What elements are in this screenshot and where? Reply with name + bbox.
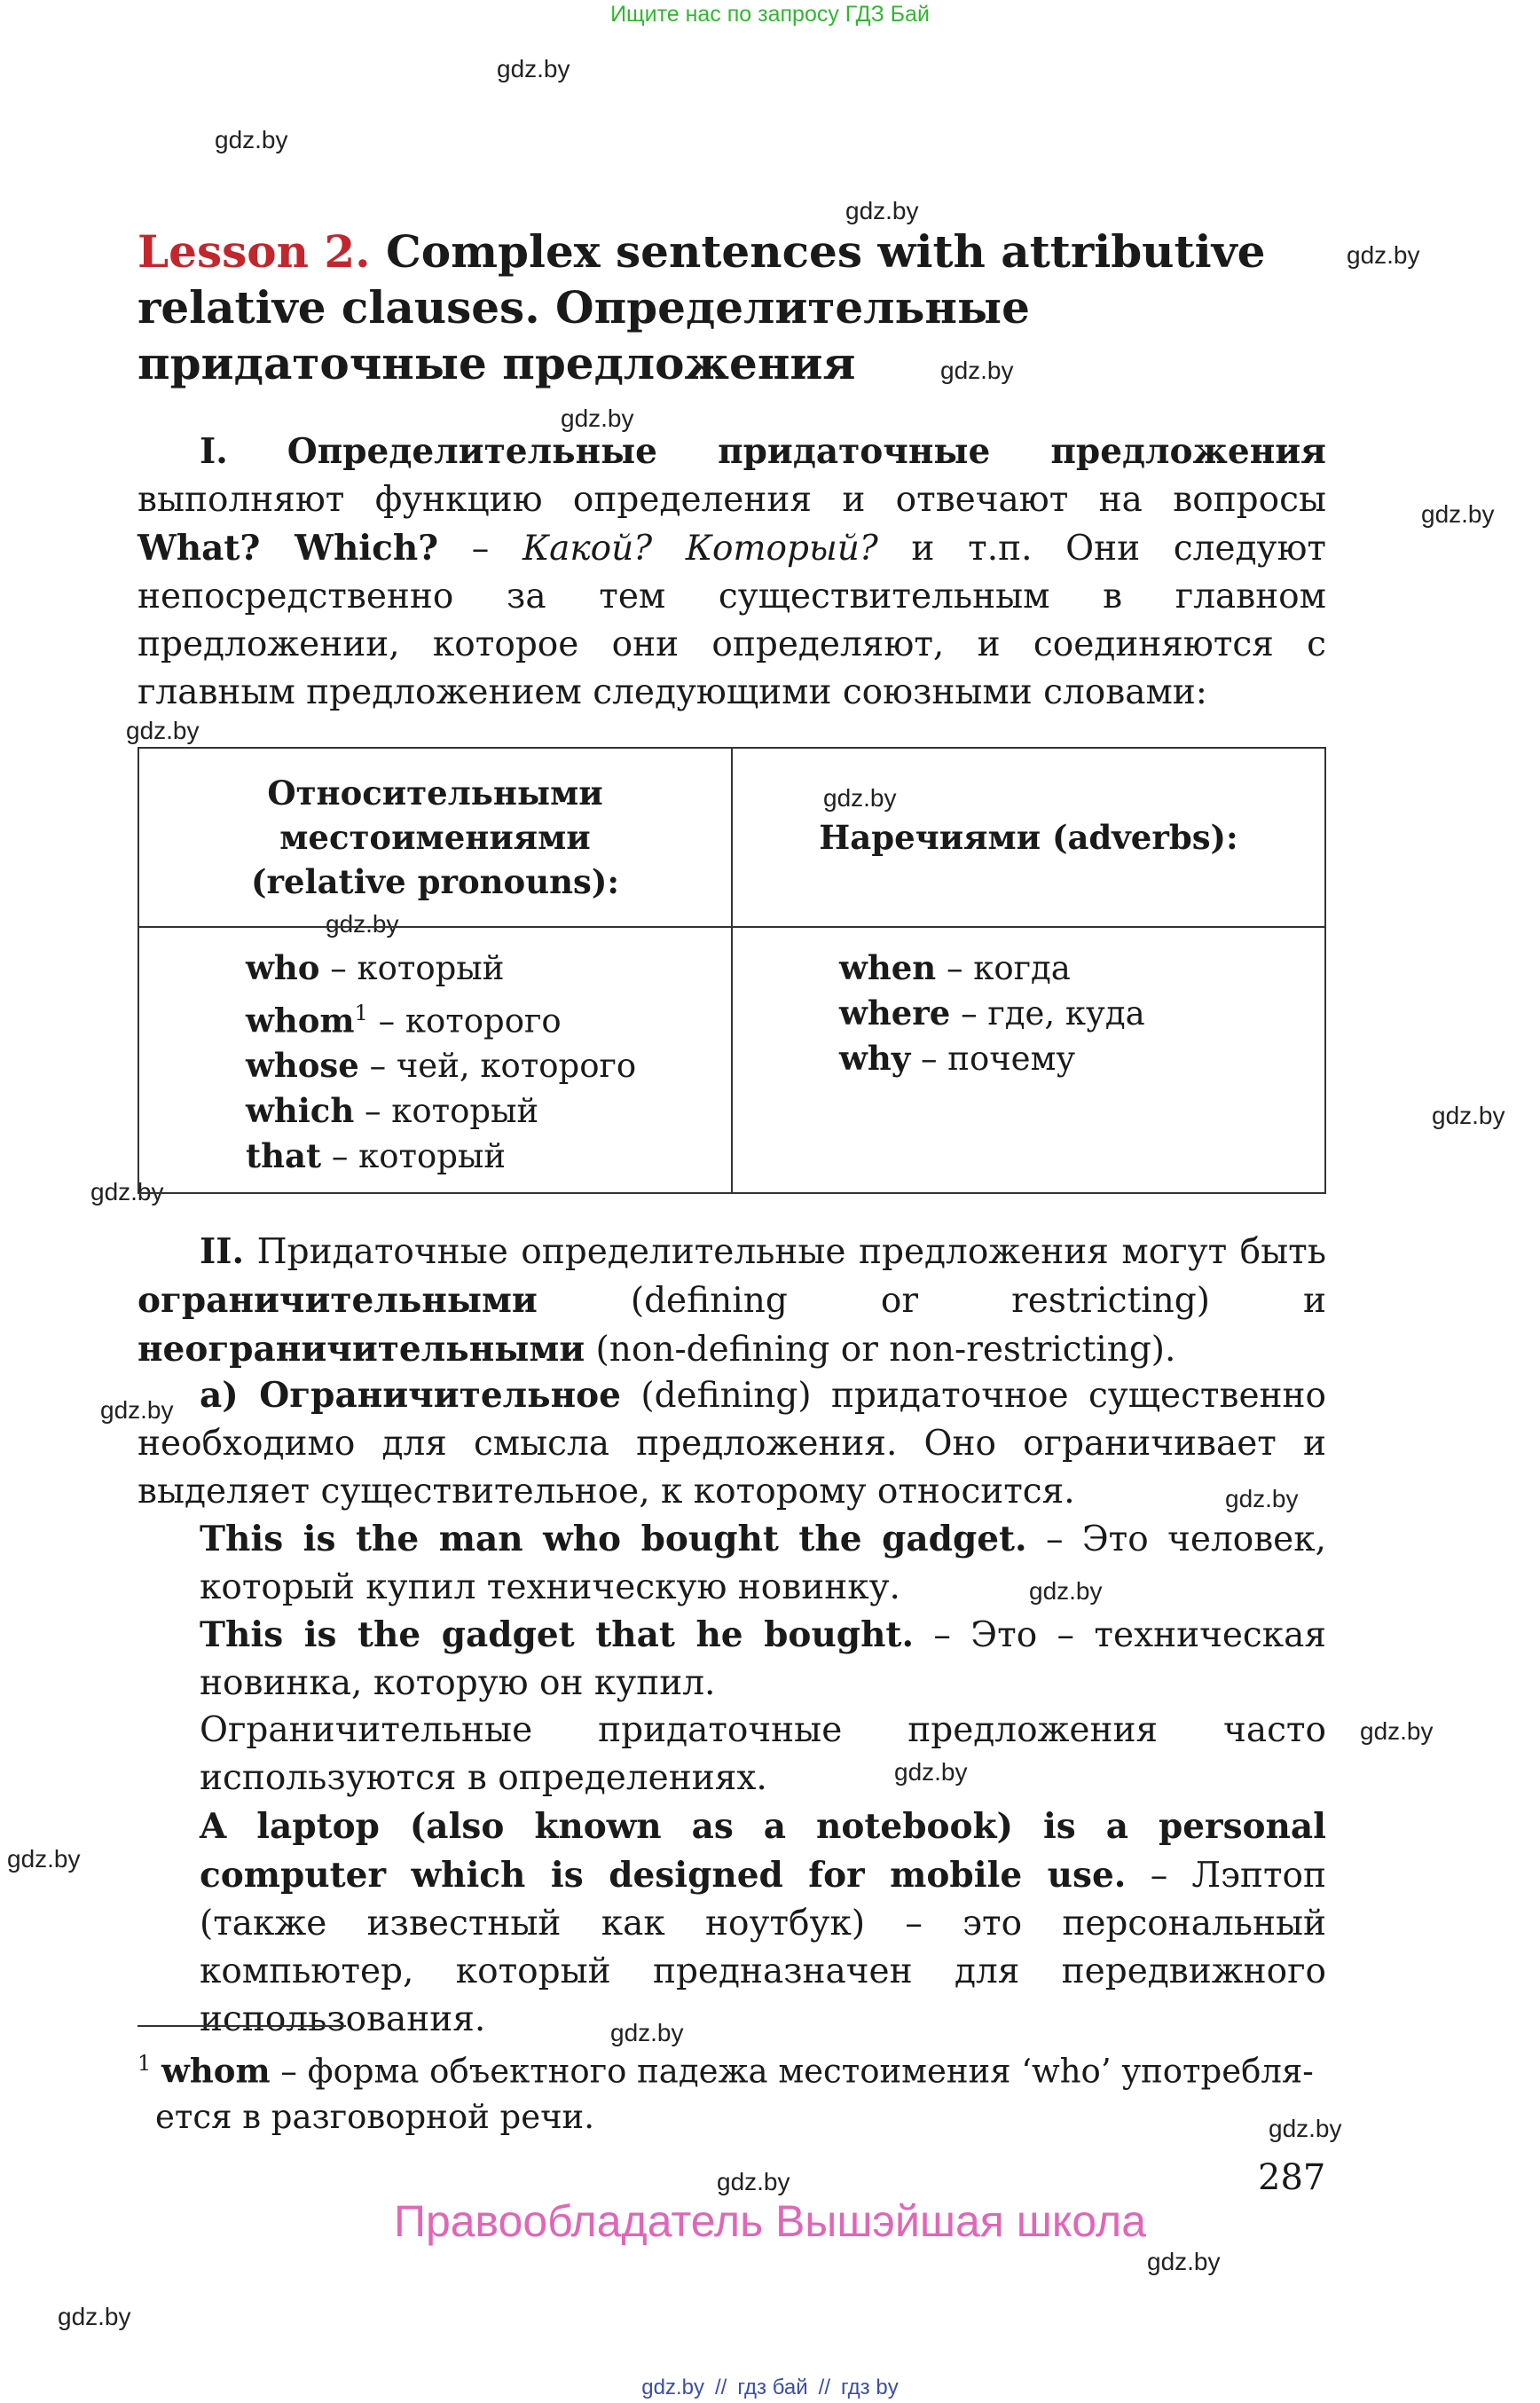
title-line-3: придаточные предложения bbox=[138, 337, 856, 389]
copyright-owner: Правообладатель Вышэйшая школа bbox=[394, 2196, 1146, 2246]
list-item: who – который bbox=[246, 948, 505, 987]
watermark: gdz.by bbox=[90, 1178, 164, 1205]
watermark: gdz.by bbox=[1347, 241, 1420, 269]
section-1-paragraph: I. Определительные придаточные предложения выполняют функцию определения и отвечают на вопросы What? Which? – Какой? Который? и т.п. Они следуют непосредственно за тем существительным в главном предложении, которое они определяют, и соединяются с главным предложением следующими союзными словами: bbox=[138, 431, 1326, 712]
bottom-links: gdz.by // гдз бай // гдз by bbox=[641, 2376, 899, 2399]
watermark: gdz.by bbox=[215, 126, 288, 153]
watermark: gdz.by bbox=[1360, 1717, 1434, 1745]
question-words: What? Which? bbox=[138, 528, 439, 569]
watermark: gdz.by bbox=[940, 357, 1014, 384]
section-1-term: Определительные придаточные предложения bbox=[287, 431, 1326, 472]
watermark: gdz.by bbox=[1225, 1485, 1299, 1512]
list-item: why – почему bbox=[839, 1039, 1076, 1078]
watermark: gdz.by bbox=[717, 2168, 790, 2195]
section-2a-paragraph: а) Ограничительное (defining) придаточное существенно необходимо для смысла предложения. Оно ограничивает и выделяет существительное, к которому относится. bbox=[138, 1375, 1326, 1512]
definitions-note: Ограничительные придаточные предложения часто используются в определениях. bbox=[200, 1710, 1326, 1798]
watermark: gdz.by bbox=[100, 1396, 174, 1424]
link-gdz-by[interactable]: gdz.by bbox=[641, 2376, 704, 2399]
watermark: gdz.by bbox=[1421, 500, 1495, 528]
laptop-example: A laptop (also known as a notebook) is a personal computer which is designed for mobile use. – Лэптоп (также известный как ноутбук) – это персональный компьютер, который предназначен для передвижного использования. bbox=[200, 1806, 1326, 2039]
footnote-ref: 1 bbox=[354, 1001, 368, 1025]
watermark: gdz.by bbox=[1269, 2115, 1342, 2142]
lesson-title bbox=[138, 224, 1335, 391]
watermark: gdz.by bbox=[845, 197, 919, 224]
top-banner[interactable]: Ищите нас по запросу ГДЗ Бай bbox=[610, 2, 930, 27]
link-gdz-bai[interactable]: гдз бай bbox=[737, 2376, 808, 2399]
pronouns-cell bbox=[138, 927, 732, 1193]
section-1-number: I. bbox=[200, 431, 228, 472]
watermark: gdz.by bbox=[126, 717, 200, 744]
header-adverbs: Наречиями (adverbs): bbox=[732, 748, 1325, 927]
title-line-2: relative clauses. Определительные bbox=[138, 281, 1030, 334]
watermark: gdz.by bbox=[894, 1758, 968, 1786]
example-2: This is the gadget that he bought. – Это – техническая новинка, которую он купил. bbox=[200, 1614, 1327, 1703]
relative-words-table bbox=[138, 747, 1326, 1194]
list-item: which – который bbox=[246, 1091, 539, 1131]
watermark: gdz.by bbox=[7, 1845, 81, 1873]
list-item: whose – чей, которого bbox=[246, 1046, 637, 1086]
example-1: This is the man who bought the gadget. – Это человек, который купил техническую новинку. bbox=[200, 1519, 1327, 1607]
footnote-divider bbox=[138, 2025, 346, 2027]
list-item: where – где, куда bbox=[839, 993, 1145, 1033]
watermark: gdz.by bbox=[561, 404, 634, 432]
footnote: $^1$ whom – форма объектного падежа местоимения ‘who’ употребля- ется в разговорной речи. bbox=[138, 2051, 1314, 2137]
list-item: when – когда bbox=[839, 948, 1071, 987]
adverbs-cell bbox=[732, 927, 1325, 1193]
list-item: whom$^1$ – которого bbox=[246, 1001, 562, 1041]
watermark: gdz.by bbox=[610, 2019, 684, 2046]
watermark: gdz.by bbox=[326, 910, 399, 938]
watermark: gdz.by bbox=[497, 55, 570, 82]
watermark: gdz.by bbox=[1432, 1102, 1505, 1129]
section-2-paragraph: II. Придаточные определительные предложения могут быть ограничительными (defining or restricting) и неограничительными (non-defining or non-restricting). bbox=[138, 1231, 1326, 1370]
page-number: 287 bbox=[1258, 2157, 1326, 2198]
title-line-1: Complex sentences with attributive bbox=[370, 225, 1266, 278]
question-words-ru: Какой? Который? bbox=[522, 529, 878, 569]
watermark: gdz.by bbox=[58, 2303, 131, 2330]
footnote-mark: 1 bbox=[138, 2051, 152, 2076]
watermark: gdz.by bbox=[823, 784, 897, 812]
lesson-number: Lesson 2. bbox=[138, 225, 371, 278]
section-2-number: II. bbox=[200, 1231, 245, 1272]
watermark: gdz.by bbox=[1147, 2248, 1221, 2275]
link-gdz-by-ru[interactable]: гдз by bbox=[841, 2376, 899, 2399]
watermark: gdz.by bbox=[1029, 1577, 1103, 1605]
list-item: that – который bbox=[246, 1136, 507, 1176]
header-relative-pronouns: Относительными местоимениями (relative pronouns): bbox=[138, 748, 732, 927]
